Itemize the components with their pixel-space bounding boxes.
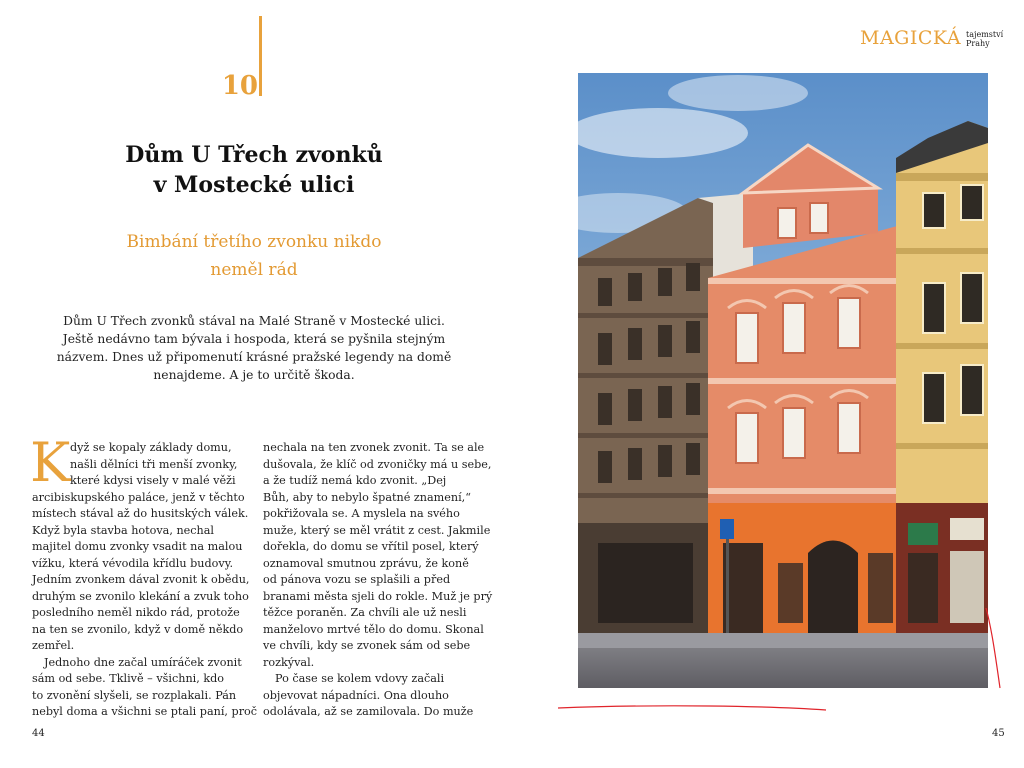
- body-line: Když byla stavba hotova, nechal: [32, 523, 215, 537]
- lead-paragraph: [38, 312, 470, 384]
- lead-line: Ještě nedávno tam bývala i hospoda, která se pyšnila stejným: [62, 332, 446, 346]
- body-line: a že tudíž nemá kdo zvonit. „Dej: [263, 474, 447, 487]
- body-line: muže, který se měl vrátit z cest. Jakmile: [263, 523, 491, 537]
- body-column-1: [32, 440, 258, 721]
- chapter-subtitle: [80, 228, 428, 284]
- lead-line: nenajdeme. A je to určitě škoda.: [153, 368, 355, 382]
- chapter-title-line-1: Dům U Třech zvonků: [125, 142, 383, 168]
- body-line: branami města sjeli do rokle. Muž je prý: [263, 589, 493, 603]
- body-line: dušovala, že klíč od zvoničky má u sebe,: [263, 457, 492, 471]
- brand-main: MAGICKÁ: [860, 27, 962, 49]
- body-line: těžce poraněn. Za chvíli ale už nesli: [263, 606, 467, 619]
- body-line: posledního neměl nikdo rád, protože: [32, 606, 240, 619]
- chapter-subtitle-line-1: Bimbání třetího zvonku nikdo: [126, 232, 382, 252]
- body-line: vížku, která vévodila křídlu budovy.: [32, 556, 234, 570]
- body-line: arcibiskupského paláce, jenž v těchto: [32, 490, 245, 504]
- body-line: Po čase se kolem vdovy začali: [275, 672, 445, 685]
- chapter-number: 10: [221, 71, 258, 101]
- body-line: to zvonění slyšeli, se rozplakali. Pán: [32, 688, 237, 702]
- body-line: Jednoho dne začal umíráček zvonit: [44, 655, 242, 669]
- brand-sub-2: Prahy: [966, 39, 990, 48]
- running-header-brand: [860, 26, 1010, 58]
- chapter-subtitle-line-2: neměl rád: [210, 260, 298, 280]
- body-line: zemřel.: [32, 639, 75, 652]
- body-line: nechala na ten zvonek zvonit. Ta se ale: [263, 441, 485, 454]
- body-line: našli dělníci tři menší zvonky,: [70, 457, 238, 471]
- chapter-rule: [259, 16, 262, 96]
- body-line: druhým se zvonilo klekání a zvuk toho: [32, 589, 249, 603]
- body-line: sám od sebe. Tklivě – všichni, kdo: [32, 672, 225, 685]
- lead-line: Dům U Třech zvonků stával na Malé Straně v Mostecké ulici.: [63, 314, 445, 328]
- body-line: pokřižovala se. A myslela na svého: [263, 507, 460, 520]
- body-line: rozkýval.: [263, 655, 315, 669]
- lead-line: názvem. Dnes už připomenutí krásné pražské legendy na domě: [56, 350, 452, 364]
- body-line: místech stával až do husitských válek.: [32, 507, 249, 520]
- body-line: manželovo mrtvé tělo do domu. Skonal: [263, 622, 484, 636]
- body-line: které kdysi visely v malé věži: [70, 474, 236, 487]
- page-number-right: 45: [992, 728, 1005, 739]
- body-line: na ten se zvonilo, když v domě někdo: [32, 622, 244, 636]
- page-number-left: 44: [32, 728, 45, 739]
- body-line: od pánova vozu se splašili a před: [263, 573, 451, 586]
- building-facade-photo: [578, 73, 988, 688]
- body-line: odolávala, až se zamilovala. Do muže: [263, 705, 474, 718]
- body-line: Jedním zvonkem dával zvonit k obědu,: [32, 573, 250, 586]
- body-column-2: [263, 440, 493, 721]
- body-line: dořekla, do domu se vřítil posel, který: [263, 540, 479, 553]
- chapter-title-line-2: v Mostecké ulici: [153, 172, 355, 198]
- chapter-title: [60, 140, 448, 200]
- body-line: majitel domu zvonky vsadit na malou: [32, 540, 243, 553]
- body-line: Bůh, aby to nebylo špatné znamení,“: [263, 490, 471, 504]
- body-line: objevovat nápadníci. Ona dlouho: [263, 688, 449, 702]
- drop-cap: K: [30, 431, 71, 494]
- body-line: ve chvíli, kdy se zvonek sám od sebe: [263, 639, 471, 652]
- body-line: dyž se kopaly základy domu,: [70, 441, 232, 454]
- body-line: nebyl doma a všichni se ptali paní, proč: [32, 705, 258, 718]
- body-line: oznamoval smutnou zprávu, že koně: [263, 556, 469, 570]
- brand-sub-1: tajemství: [966, 30, 1004, 39]
